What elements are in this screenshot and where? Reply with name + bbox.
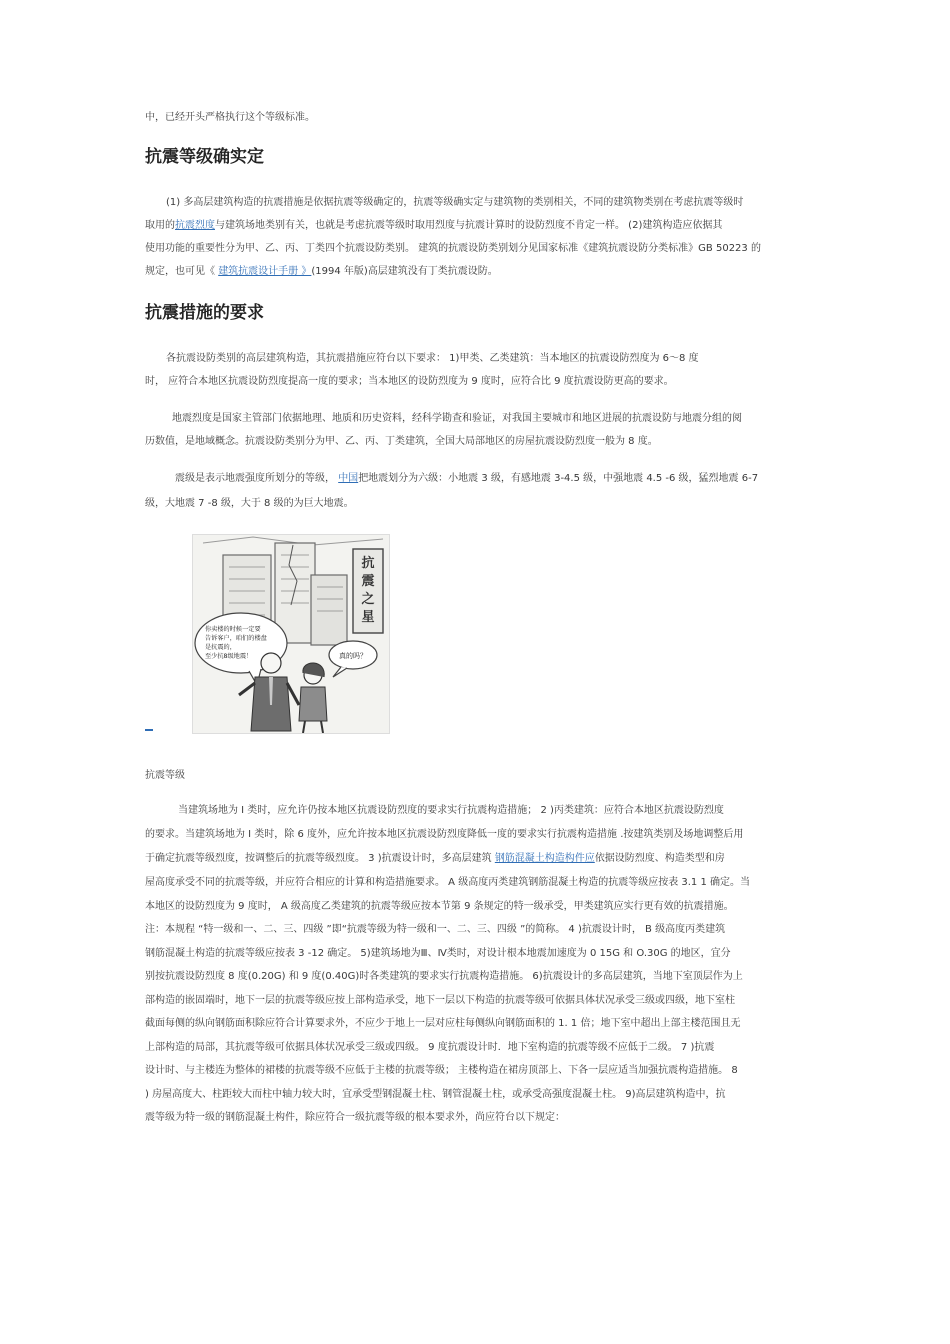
paragraph-line: 设计时、与主楼连为整体的裙楼的抗震等级不应低于主楼的抗震等级； 主楼构造在裙房顶部上、下各一层应适当加强抗震构造措施。 8 <box>145 1065 738 1076</box>
cartoon-illustration <box>192 534 390 734</box>
link-china[interactable]: 中国 <box>338 473 359 484</box>
paragraph-line: 各抗震设防类别的高层建筑构造，其抗震措施应符台以下要求： 1)甲类、乙类建筑：当本地区的抗震设防烈度为 6～8 度 <box>166 353 699 364</box>
cartoon-svg <box>193 535 389 733</box>
paragraph-line: 地震烈度是国家主管部门依据地理、地质和历史资料，经科学勘查和验证，对我国主要城市和地区进展的抗震设防与地震分组的阅 <box>172 413 742 424</box>
paragraph-line: (1) 多高层建筑构造的抗震措施是依据抗震等级确定的，抗震等级确实定与建筑物的类别相关，不同的建筑物类别在考虑抗震等级时 <box>166 197 744 208</box>
paragraph-line: 钢筋混凝土构造的抗震等级应按表 3 -12 确定。 5)建筑场地为Ⅲ、Ⅳ类时，对设计根本地震加速度为 0 15G 和 O.30G 的地区，宜分 <box>145 948 731 959</box>
paragraph-line: 截面每侧的纵向钢筋面积除应符合计算要求外，不应少于地上一层对应柱每侧纵向钢筋面积的 1. 1 倍；地下室中超出上部主楼范围且无 <box>145 1018 741 1029</box>
link-rc-structural-members[interactable]: 钢筋混凝土构造构件应 <box>494 853 595 864</box>
paragraph-line: 别按抗震设防烈度 8 度(0.20G) 和 9 度(0.40G)时各类建筑的要求实行抗震构造措施。 6)抗震设计的多高层建筑，当地下室顶层作为上 <box>145 971 743 982</box>
paragraph-line: 使用功能的重要性分为甲、乙、丙、丁类四个抗震设防类别。 建筑的抗震设防类别划分见国家标准《建筑抗震设防分类标准》GB 50223 的 <box>145 243 761 254</box>
paragraph-line: 于确定抗震等级烈度，按调整后的抗震等级烈度。 3 )抗震设计时，多高层建筑 钢筋混凝土构造构件应依据设防烈度、构造类型和房 <box>145 853 725 864</box>
image-link-marker[interactable] <box>145 729 153 731</box>
paragraph-line: 部构造的嵌固端时，地下一层的抗震等级应按上部构造承受，地下一层以下构造的抗震等级可依据具体状况承受三级或四级，地下室柱 <box>145 995 735 1006</box>
paragraph-line: ) 房屋高度大、柱距较大而柱中轴力较大时，宜承受型钢混凝土柱、钢管混凝土柱，或承受高强度混凝土柱。 9)高层建筑构造中，抗 <box>145 1089 726 1100</box>
paragraph-line: 上部构造的局部，其抗震等级可依据具体状况承受三级或四级。 9 度抗震设计时．地下室构造的抗震等级不应低于二级。 7 )抗震 <box>145 1042 715 1053</box>
paragraph-line: 当建筑场地为 Ⅰ 类时，应允许仍按本地区抗震设防烈度的要求实行抗震构造措施； 2 )丙类建筑：应符合本地区抗震设防烈度 <box>178 805 724 816</box>
svg-text:你卖楼的时候一定要: 你卖楼的时候一定要 <box>205 626 261 633</box>
link-seismic-design-manual[interactable]: 建筑抗震设计手册 》 <box>218 266 312 277</box>
heading-grade-determination: 抗震等级确实定 <box>145 147 264 167</box>
paragraph-line: 时， 应符合本地区抗震设防烈度提高一度的要求；当本地区的设防烈度为 9 度时，应符合比 9 度抗震设防更高的要求。 <box>145 376 674 387</box>
link-seismic-intensity[interactable]: 抗震烈度 <box>175 220 215 231</box>
svg-text:震: 震 <box>361 574 375 589</box>
paragraph-line: 规定，也可见《 建筑抗震设计手册 》(1994 年版)高层建筑没有丁类抗震设防。 <box>145 266 498 277</box>
paragraph-line: 注：本规程 “特一级和一、二、三、四级 ”即“抗震等级为特一级和一、二、三、四级 ”的简称。 4 )抗震设计时， B 级高度丙类建筑 <box>145 924 726 935</box>
paragraph-line: 历数值，是地域概念。抗震设防类别分为甲、乙、丙、丁类建筑，全国大局部地区的房屋抗震设防烈度一般为 8 度。 <box>145 436 658 447</box>
svg-text:真的吗？: 真的吗？ <box>339 652 367 660</box>
svg-text:至少抗8级地震！: 至少抗8级地震！ <box>205 653 253 660</box>
paragraph-line: 屋高度承受不同的抗震等级，并应符合相应的计算和构造措施要求。 A 级高度丙类建筑钢筋混凝土构造的抗震等级应按表 3.1 1 确定。当 <box>145 877 750 888</box>
svg-text:抗: 抗 <box>361 556 375 571</box>
heading-measure-requirements: 抗震措施的要求 <box>145 303 264 323</box>
paragraph-line: 级，大地震 7 -8 级，大于 8 级的为巨大地震。 <box>145 498 354 509</box>
svg-text:星: 星 <box>361 610 375 625</box>
svg-text:是抗震的，: 是抗震的， <box>205 644 236 651</box>
paragraph-line: 震级是表示地震强度所划分的等级， 中国把地震划分为六级：小地震 3 级，有感地震 3-4.5 级，中强地震 4.5 -6 级，猛烈地震 6-7 <box>175 473 759 484</box>
paragraph-line: 取用的抗震烈度与建筑场地类别有关，也就是考虑抗震等级时取用烈度与抗震计算时的设防烈度不肯定一样。 (2)建筑构造应依据其 <box>145 220 723 231</box>
paragraph-line: 本地区的设防烈度为 9 度时， A 级高度乙类建筑的抗震等级应按本节第 9 条规定的特一级承受，甲类建筑应实行更有效的抗震措施。 <box>145 901 734 912</box>
intro-line: 中，已经开头严格执行这个等级标准。 <box>145 112 315 123</box>
paragraph-line: 震等级为特一级的钢筋混凝土构件，除应符合一级抗震等级的根本要求外，尚应符台以下规定： <box>145 1112 565 1123</box>
image-caption: 抗震等级 <box>145 770 185 781</box>
svg-text:之: 之 <box>361 592 375 607</box>
svg-text:告诉客户，咱们的楼盘: 告诉客户，咱们的楼盘 <box>205 635 267 642</box>
paragraph-line: 的要求。当建筑场地为 Ⅰ 类时，除 6 度外，应允许按本地区抗震设防烈度降低一度的要求实行抗震构造措施 .按建筑类别及场地调整后用 <box>145 829 744 840</box>
